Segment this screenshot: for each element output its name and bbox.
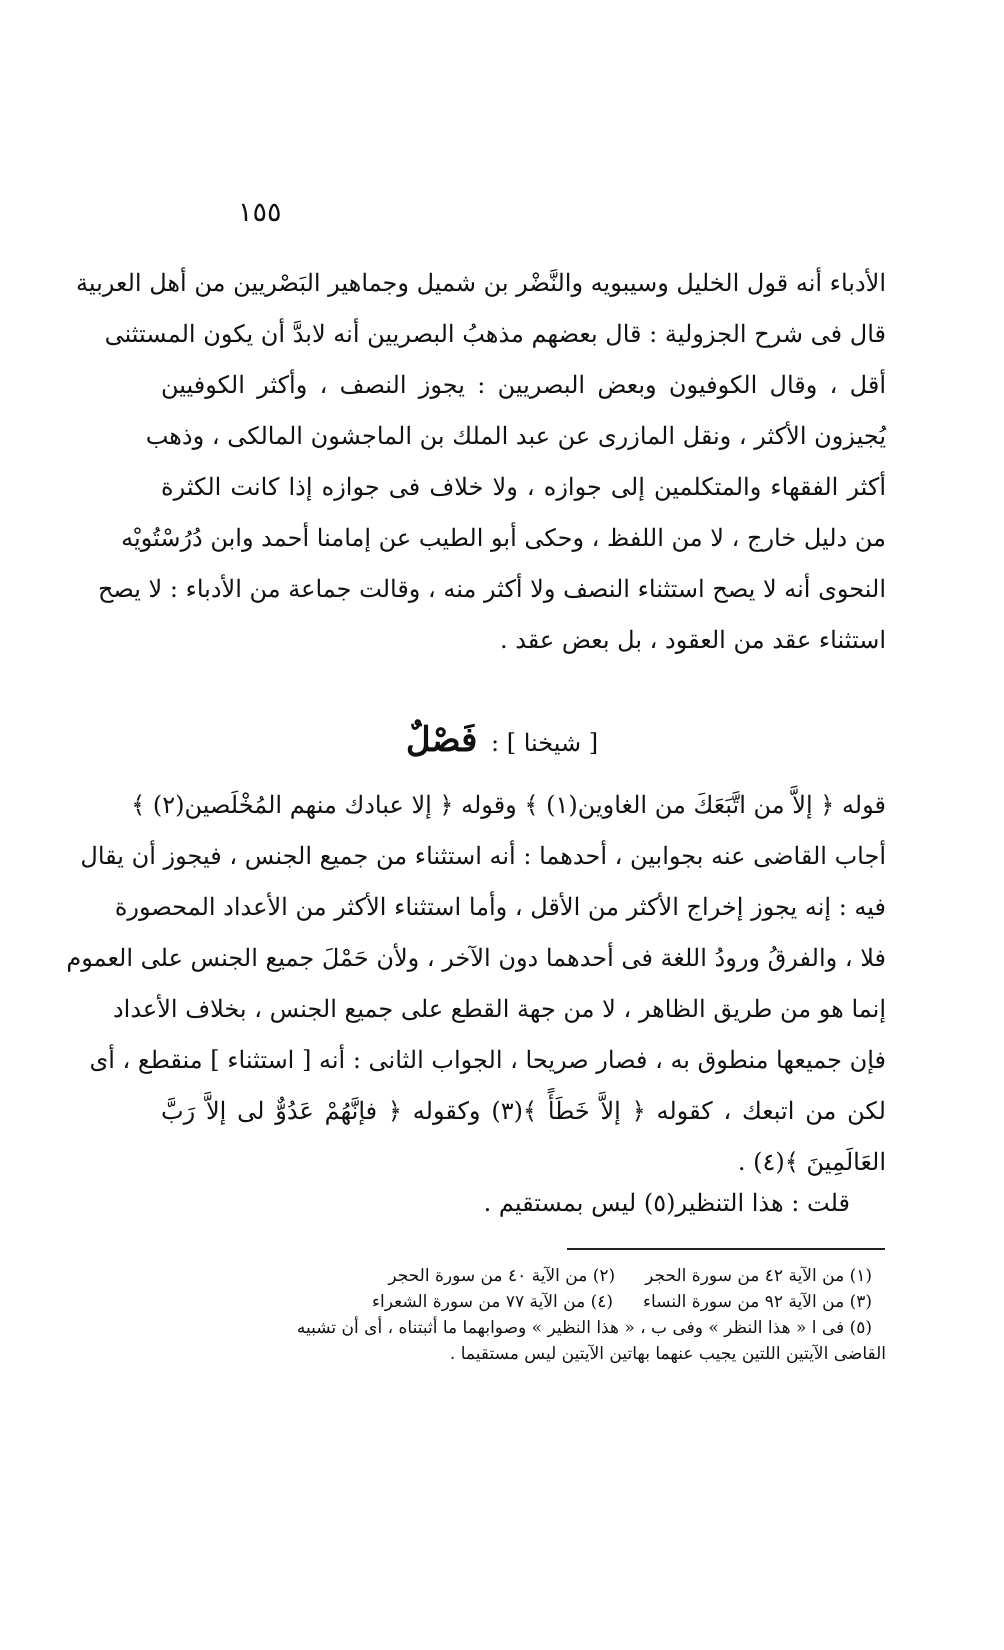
footnote-divider (567, 1248, 885, 1250)
text-line: أكثر الفقهاء والمتكلمين إلى جوازه ، ولا خلاف فى جوازه إذا كانت الكثرة (161, 473, 886, 501)
text-line: فيه : إنه يجوز إخراج الأكثر من الأقل ، وأما استثناء الأكثر من الأعداد المحصورة (114, 893, 886, 921)
text-line: فإن جميعها منطوق به ، فصار صريحا ، الجواب الثانى : أنه [ استثناء ] منقطع ، أى (89, 1046, 886, 1074)
text-line: الأدباء أنه قول الخليل وسيبويه والنَّضْر بن شميل وجماهير البَصْريين من أهل العربية (75, 269, 886, 297)
text-line: أقل ، وقال الكوفيون وبعض البصريين : يجوز النصف ، وأكثر الكوفيين (161, 371, 886, 399)
footnote-row (161, 1289, 886, 1315)
text-line: لكن من اتبعك ، كقوله ﴿ إلاَّ خَطَأً ﴾(٣) وكقوله ﴿ فإنَّهُمْ عَدُوٌّ لى إلاَّ رَبَّ (161, 1097, 886, 1125)
footnote-1: (١) من الآية ٤٢ من سورة الحجر (645, 1266, 872, 1286)
footnote-row (161, 1263, 886, 1289)
text-line: قوله ﴿ إلاَّ من اتَّبَعَكَ من الغاوين(١) ﴾ وقوله ﴿ إلا عبادك منهم المُخْلَصين(٢) ﴾ (131, 791, 886, 819)
paragraph-3 (161, 1178, 886, 1229)
section-heading-title: فَصْلٌ (405, 720, 478, 760)
text-line: يُجيزون الأكثر ، ونقل المازرى عن عبد الملك بن الماجشون المالكى ، وذهب (145, 422, 886, 450)
text-line: استثناء عقد من العقود ، بل بعض عقد . (499, 626, 886, 654)
text-line: قال فى شرح الجزولية : قال بعضهم مذهبُ البصريين أنه لابدَّ أن يكون المستثنى (104, 320, 886, 348)
text-line: أجاب القاضى عنه بجوابين ، أحدهما : أنه استثناء من جميع الجنس ، فيجوز أن يقال (80, 842, 886, 870)
text-line: قلت : هذا التنظير(٥) ليس بمستقيم . (483, 1189, 850, 1217)
page-number: ١٥٥ (238, 197, 282, 228)
footnotes (161, 1263, 886, 1367)
text-line: فلا ، والفرقُ ورودُ اللغة فى أحدهما دون الآخر ، ولأن حَمْلَ جميع الجنس على العموم (66, 944, 886, 972)
footnote-5-continuation: القاضى الآيتين اللتين يجيب عنهما بهاتين الآيتين ليس مستقيما . (449, 1344, 886, 1364)
text-line: العَالَمِينَ ﴾(٤) . (737, 1148, 886, 1176)
footnote-2: (٢) من الآية ٤٠ من سورة الحجر (388, 1266, 616, 1286)
section-heading (0, 720, 1004, 760)
footnote-4: (٤) من الآية ٧٧ من سورة الشعراء (372, 1292, 614, 1312)
text-line: النحوى أنه لا يصح استثناء النصف ولا أكثر منه ، وقالت جماعة من الأدباء : لا يصح (97, 575, 886, 603)
paragraph-2 (66, 780, 886, 1188)
footnote-5: (٥) فى ا « هذا النظر » وفى ب ، « هذا النظير » وصوابهما ما أثبتناه ، أى أن تشبيه (296, 1318, 872, 1338)
section-heading-prefix: [ شيخنا ] : (491, 729, 599, 757)
paragraph-1 (75, 258, 886, 666)
text-line: إنما هو من طريق الظاهر ، لا من جهة القطع على جميع الجنس ، بخلاف الأعداد (112, 995, 886, 1023)
footnote-3: (٣) من الآية ٩٢ من سورة النساء (643, 1292, 872, 1312)
text-line: من دليل خارج ، لا من اللفظ ، وحكى أبو الطيب عن إمامنا أحمد وابن دُرُسْتُويْه (121, 524, 886, 552)
